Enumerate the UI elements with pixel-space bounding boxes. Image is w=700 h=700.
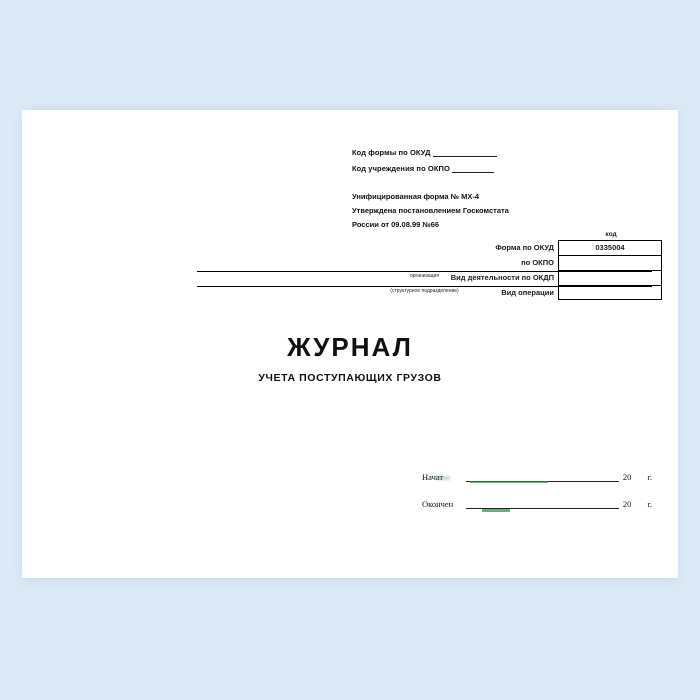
organization-rule: [197, 271, 652, 272]
code-line-okpo: [352, 164, 662, 173]
page-subtitle: УЧЕТА ПОСТУПАЮЩИХ ГРУЗОВ: [258, 372, 442, 384]
date-started-label: Начат: [422, 472, 444, 482]
form-info-line-3: России от 09.08.99 №66: [352, 220, 440, 229]
code-line-okud-blank: [433, 148, 497, 157]
okud-okpo-codes: [352, 148, 662, 180]
row-label-operation: Вид операции: [501, 288, 554, 297]
date-finished-year-prefix: 20: [622, 499, 632, 509]
code-column-header: код: [605, 231, 617, 238]
row-label-okpo: по ОКПО: [521, 258, 554, 267]
date-started-year-prefix: 20: [622, 472, 632, 482]
document-page: [22, 110, 678, 578]
form-info-line-2: Утверждена постановлением Госкомстата: [352, 206, 509, 215]
form-approval-info: [352, 192, 672, 234]
row-label-okdp: Вид деятельности по ОКДП: [450, 273, 554, 282]
date-finished-year-suffix: г.: [647, 499, 652, 509]
date-finished-label: Окончен: [422, 499, 454, 509]
subdivision-caption: (структурное подразделение): [390, 288, 459, 294]
form-sheet: [22, 110, 678, 578]
code-line-okud: [352, 148, 662, 157]
date-finished-blank[interactable]: [466, 499, 619, 509]
organization-caption: организация: [409, 273, 440, 279]
green-mark-1: [470, 481, 548, 483]
code-line-okud-label: Код формы по ОКУД: [352, 148, 431, 157]
table-row: [340, 240, 662, 255]
page-title: ЖУРНАЛ: [287, 332, 413, 362]
green-mark-2: [436, 476, 450, 480]
subdivision-rule: [197, 286, 652, 287]
code-line-okpo-label: Код учреждения по ОКПО: [352, 164, 450, 173]
date-started-year-suffix: г.: [647, 472, 652, 482]
green-mark-3: [482, 509, 510, 512]
form-info-line-1: Унифицированная форма № МХ-4: [352, 192, 480, 201]
row-value-okpo[interactable]: [558, 255, 662, 270]
code-line-okpo-blank: [452, 164, 494, 173]
table-row: [340, 255, 662, 270]
row-value-okud[interactable]: 0335004: [558, 240, 662, 255]
row-label-okud: Форма по ОКУД: [495, 243, 554, 252]
date-finished-row: [422, 499, 652, 509]
